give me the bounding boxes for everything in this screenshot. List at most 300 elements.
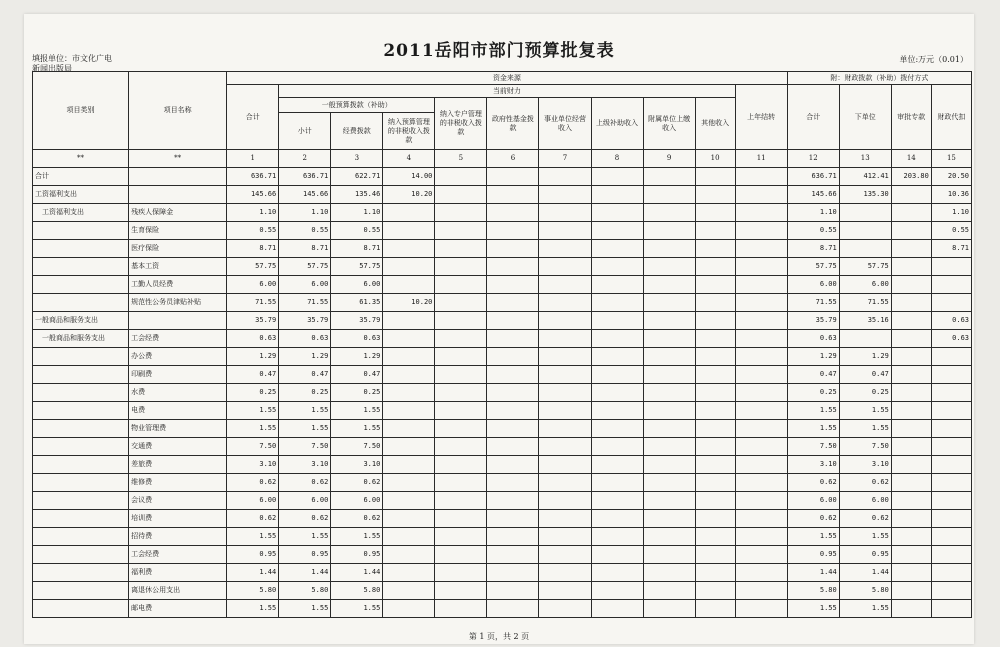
cell-c7 (539, 600, 591, 618)
cell-c1: 1.55 (227, 402, 279, 420)
cell-c12: 0.62 (787, 510, 839, 528)
cell-c14 (891, 186, 931, 204)
cell-c14 (891, 600, 931, 618)
cell-c11 (735, 222, 787, 240)
cell-c8 (591, 312, 643, 330)
cell-c14 (891, 366, 931, 384)
cell-c13: 0.95 (839, 546, 891, 564)
table-header (33, 72, 972, 150)
cell-c12: 1.10 (787, 204, 839, 222)
table-row (33, 546, 972, 564)
cell-c13: 1.55 (839, 402, 891, 420)
cell-c15 (931, 528, 971, 546)
cell-c3: 6.00 (331, 492, 383, 510)
header-a-fiscal: 财政代扣 (931, 85, 971, 150)
cell-c7 (539, 474, 591, 492)
cell-c10 (695, 204, 735, 222)
cell-c7 (539, 438, 591, 456)
cell-c2: 8.71 (279, 240, 331, 258)
cell-category: 工资福利支出 (33, 186, 129, 204)
cell-c7 (539, 330, 591, 348)
cell-c7 (539, 204, 591, 222)
cell-category (33, 384, 129, 402)
cell-c13: 135.30 (839, 186, 891, 204)
cell-c11 (735, 600, 787, 618)
cell-c10 (695, 582, 735, 600)
cell-c6 (487, 186, 539, 204)
cell-category (33, 276, 129, 294)
table-row (33, 510, 972, 528)
cell-c12: 1.44 (787, 564, 839, 582)
cell-c6 (487, 492, 539, 510)
cell-c7 (539, 240, 591, 258)
cell-c4 (383, 546, 435, 564)
cell-c13: 6.00 (839, 276, 891, 294)
cell-c15: 8.71 (931, 240, 971, 258)
cell-name: 电费 (129, 402, 227, 420)
cell-c5 (435, 492, 487, 510)
cell-c5 (435, 222, 487, 240)
cell-c13: 7.50 (839, 438, 891, 456)
cell-c11 (735, 276, 787, 294)
cell-c6 (487, 204, 539, 222)
cell-c3: 622.71 (331, 168, 383, 186)
cell-c5 (435, 294, 487, 312)
cell-c9 (643, 510, 695, 528)
cell-c1: 145.66 (227, 186, 279, 204)
cell-c10 (695, 186, 735, 204)
cell-c14 (891, 564, 931, 582)
cell-category (33, 222, 129, 240)
cell-category: 一般商品和服务支出 (33, 330, 129, 348)
cell-c9 (643, 330, 695, 348)
cell-c2: 0.63 (279, 330, 331, 348)
index-cell: 3 (331, 150, 383, 168)
table-row (33, 474, 972, 492)
cell-c12: 636.71 (787, 168, 839, 186)
cell-c3: 1.55 (331, 402, 383, 420)
cell-name: 培训费 (129, 510, 227, 528)
cell-c3: 0.95 (331, 546, 383, 564)
cell-category (33, 456, 129, 474)
cell-c11 (735, 564, 787, 582)
cell-c8 (591, 294, 643, 312)
cell-c6 (487, 348, 539, 366)
cell-c3: 0.62 (331, 510, 383, 528)
table-row (33, 528, 972, 546)
cell-c10 (695, 240, 735, 258)
cell-c2: 35.79 (279, 312, 331, 330)
cell-c13: 71.55 (839, 294, 891, 312)
cell-c9 (643, 168, 695, 186)
cell-c12: 3.10 (787, 456, 839, 474)
cell-c3: 0.62 (331, 474, 383, 492)
cell-c1: 0.55 (227, 222, 279, 240)
cell-c9 (643, 438, 695, 456)
cell-c1: 0.95 (227, 546, 279, 564)
cell-c1: 57.75 (227, 258, 279, 276)
table-row (33, 258, 972, 276)
cell-c8 (591, 474, 643, 492)
cell-c1: 636.71 (227, 168, 279, 186)
table-row (33, 348, 972, 366)
table-row (33, 600, 972, 618)
cell-name: 物业管理费 (129, 420, 227, 438)
cell-c11 (735, 294, 787, 312)
cell-c3: 1.29 (331, 348, 383, 366)
cell-c2: 0.62 (279, 510, 331, 528)
table-row (33, 276, 972, 294)
cell-c11 (735, 546, 787, 564)
cell-c12: 0.62 (787, 474, 839, 492)
cell-c11 (735, 438, 787, 456)
cell-c10 (695, 492, 735, 510)
cell-c1: 1.29 (227, 348, 279, 366)
cell-c2: 6.00 (279, 492, 331, 510)
cell-c3: 3.10 (331, 456, 383, 474)
cell-name: 残疾人保障金 (129, 204, 227, 222)
header-fund-source: 资金来源 (227, 72, 788, 85)
cell-c10 (695, 438, 735, 456)
table-row (33, 240, 972, 258)
header-subtotal: 小计 (279, 113, 331, 150)
cell-name: 邮电费 (129, 600, 227, 618)
index-row (33, 150, 972, 168)
cell-c6 (487, 366, 539, 384)
cell-c2: 1.29 (279, 348, 331, 366)
cell-c8 (591, 564, 643, 582)
cell-c9 (643, 546, 695, 564)
cell-c15: 10.36 (931, 186, 971, 204)
cell-c5 (435, 348, 487, 366)
header-appendix: 附：财政拨款（补助）拨付方式 (787, 72, 971, 85)
cell-c4 (383, 510, 435, 528)
cell-c13: 1.44 (839, 564, 891, 582)
cell-c4 (383, 258, 435, 276)
cell-c14 (891, 438, 931, 456)
cell-c15 (931, 384, 971, 402)
cell-name (129, 186, 227, 204)
cell-c6 (487, 312, 539, 330)
cell-c6 (487, 330, 539, 348)
cell-c11 (735, 420, 787, 438)
cell-category (33, 474, 129, 492)
header-general-budget: 一般预算拨款（补助） (279, 98, 435, 113)
cell-c5 (435, 582, 487, 600)
cell-c4 (383, 276, 435, 294)
cell-c11 (735, 384, 787, 402)
cell-c14 (891, 546, 931, 564)
cell-c13: 1.55 (839, 600, 891, 618)
table-row (33, 456, 972, 474)
cell-c15 (931, 402, 971, 420)
cell-c7 (539, 582, 591, 600)
cell-c10 (695, 528, 735, 546)
cell-c9 (643, 258, 695, 276)
cell-c8 (591, 384, 643, 402)
cell-category (33, 258, 129, 276)
cell-c15 (931, 348, 971, 366)
cell-c9 (643, 276, 695, 294)
header-special-nontax: 纳入专户管理的非税收入拨款 (435, 98, 487, 150)
cell-c11 (735, 582, 787, 600)
cell-c8 (591, 330, 643, 348)
cell-c10 (695, 294, 735, 312)
cell-c15 (931, 600, 971, 618)
cell-c2: 57.75 (279, 258, 331, 276)
cell-c4 (383, 420, 435, 438)
cell-c13: 0.25 (839, 384, 891, 402)
index-cell: 14 (891, 150, 931, 168)
budget-table (32, 71, 972, 618)
cell-category (33, 240, 129, 258)
header-unit-income: 事业单位经营收入 (539, 98, 591, 150)
cell-c4 (383, 474, 435, 492)
table-row (33, 492, 972, 510)
cell-c10 (695, 384, 735, 402)
cell-c3: 0.55 (331, 222, 383, 240)
cell-c11 (735, 492, 787, 510)
table-row (33, 420, 972, 438)
cell-c1: 0.63 (227, 330, 279, 348)
cell-c13: 412.41 (839, 168, 891, 186)
cell-c14 (891, 402, 931, 420)
cell-category (33, 294, 129, 312)
cell-c13 (839, 240, 891, 258)
cell-c13: 1.29 (839, 348, 891, 366)
header-other-income: 其他收入 (695, 98, 735, 150)
cell-c14 (891, 474, 931, 492)
cell-c7 (539, 258, 591, 276)
cell-c4: 14.00 (383, 168, 435, 186)
cell-c12: 57.75 (787, 258, 839, 276)
cell-c4 (383, 402, 435, 420)
cell-name: 会议费 (129, 492, 227, 510)
cell-c11 (735, 402, 787, 420)
cell-c10 (695, 456, 735, 474)
cell-c2: 0.62 (279, 474, 331, 492)
cell-c13: 6.00 (839, 492, 891, 510)
cell-c14 (891, 582, 931, 600)
cell-c1: 1.44 (227, 564, 279, 582)
cell-c6 (487, 294, 539, 312)
cell-c15: 0.63 (931, 330, 971, 348)
cell-c1: 7.50 (227, 438, 279, 456)
cell-c12: 6.00 (787, 492, 839, 510)
cell-c2: 1.55 (279, 420, 331, 438)
cell-c5 (435, 420, 487, 438)
cell-c12: 6.00 (787, 276, 839, 294)
index-cell: 9 (643, 150, 695, 168)
cell-c15 (931, 276, 971, 294)
cell-c11 (735, 330, 787, 348)
cell-c9 (643, 456, 695, 474)
cell-c12: 1.55 (787, 528, 839, 546)
cell-c10 (695, 564, 735, 582)
cell-c8 (591, 348, 643, 366)
cell-name: 工勤人员经费 (129, 276, 227, 294)
cell-c3: 8.71 (331, 240, 383, 258)
index-cell: 10 (695, 150, 735, 168)
cell-name: 规范性公务员津贴补贴 (129, 294, 227, 312)
header-operating: 经费拨款 (331, 113, 383, 150)
cell-c9 (643, 582, 695, 600)
cell-c7 (539, 348, 591, 366)
cell-category: 合计 (33, 168, 129, 186)
cell-c2: 1.10 (279, 204, 331, 222)
cell-c6 (487, 582, 539, 600)
cell-c9 (643, 186, 695, 204)
page-footer: 第 1 页，共 2 页 (468, 632, 530, 641)
cell-c6 (487, 528, 539, 546)
header-a-approve: 审批专款 (891, 85, 931, 150)
cell-c12: 71.55 (787, 294, 839, 312)
cell-c5 (435, 312, 487, 330)
cell-c14 (891, 456, 931, 474)
cell-c6 (487, 258, 539, 276)
cell-name: 印刷费 (129, 366, 227, 384)
cell-c4 (383, 384, 435, 402)
index-cell: ** (129, 150, 227, 168)
cell-c6 (487, 402, 539, 420)
cell-c8 (591, 510, 643, 528)
cell-category (33, 528, 129, 546)
cell-c5 (435, 204, 487, 222)
cell-c9 (643, 600, 695, 618)
cell-c9 (643, 528, 695, 546)
cell-c3: 135.46 (331, 186, 383, 204)
cell-c4 (383, 528, 435, 546)
cell-c6 (487, 600, 539, 618)
cell-c14 (891, 312, 931, 330)
header-a-lower: 下单位 (839, 85, 891, 150)
cell-c15 (931, 366, 971, 384)
cell-c6 (487, 168, 539, 186)
cell-category (33, 582, 129, 600)
cell-category (33, 564, 129, 582)
table-row (33, 168, 972, 186)
cell-c4: 10.20 (383, 294, 435, 312)
cell-c2: 6.00 (279, 276, 331, 294)
reporting-unit-line2: 新闻出版局 (32, 64, 72, 73)
cell-c7 (539, 546, 591, 564)
index-cell: 6 (487, 150, 539, 168)
cell-c10 (695, 546, 735, 564)
cell-c11 (735, 204, 787, 222)
table-row (33, 366, 972, 384)
cell-name: 医疗保险 (129, 240, 227, 258)
cell-c5 (435, 546, 487, 564)
cell-c10 (695, 222, 735, 240)
cell-c9 (643, 348, 695, 366)
cell-c7 (539, 294, 591, 312)
cell-c7 (539, 420, 591, 438)
cell-c6 (487, 474, 539, 492)
cell-c2: 1.55 (279, 528, 331, 546)
cell-c6 (487, 564, 539, 582)
cell-c14 (891, 240, 931, 258)
cell-c15: 0.55 (931, 222, 971, 240)
cell-c8 (591, 420, 643, 438)
cell-c6 (487, 456, 539, 474)
cell-c8 (591, 456, 643, 474)
cell-c12: 35.79 (787, 312, 839, 330)
cell-category (33, 366, 129, 384)
cell-c2: 0.95 (279, 546, 331, 564)
cell-c8 (591, 492, 643, 510)
cell-c4 (383, 222, 435, 240)
cell-c10 (695, 402, 735, 420)
cell-c9 (643, 312, 695, 330)
cell-c2: 0.47 (279, 366, 331, 384)
table-row (33, 204, 972, 222)
cell-c13: 3.10 (839, 456, 891, 474)
cell-c5 (435, 240, 487, 258)
header-upper-subsidy: 上级补助收入 (591, 98, 643, 150)
cell-c10 (695, 276, 735, 294)
table-row (33, 330, 972, 348)
cell-c5 (435, 564, 487, 582)
cell-c8 (591, 240, 643, 258)
cell-c1: 71.55 (227, 294, 279, 312)
cell-c10 (695, 348, 735, 366)
cell-c9 (643, 420, 695, 438)
document-sheet (24, 14, 974, 644)
cell-c10 (695, 474, 735, 492)
cell-c11 (735, 312, 787, 330)
cell-c8 (591, 258, 643, 276)
cell-c11 (735, 240, 787, 258)
document-title: 2011岳阳市部门预算批复表 (383, 41, 615, 61)
cell-c1: 6.00 (227, 492, 279, 510)
cell-c4 (383, 204, 435, 222)
cell-category: 工资福利支出 (33, 204, 129, 222)
cell-c13: 35.16 (839, 312, 891, 330)
cell-c11 (735, 258, 787, 276)
cell-c15: 20.50 (931, 168, 971, 186)
cell-c13: 5.80 (839, 582, 891, 600)
cell-c12: 1.55 (787, 402, 839, 420)
cell-c15 (931, 294, 971, 312)
cell-c5 (435, 510, 487, 528)
table-row (33, 294, 972, 312)
cell-c6 (487, 276, 539, 294)
cell-c7 (539, 366, 591, 384)
cell-name: 生育保险 (129, 222, 227, 240)
table-row (33, 582, 972, 600)
cell-c7 (539, 492, 591, 510)
cell-c11 (735, 366, 787, 384)
cell-c14: 203.80 (891, 168, 931, 186)
cell-c3: 61.35 (331, 294, 383, 312)
cell-c3: 1.44 (331, 564, 383, 582)
cell-c6 (487, 546, 539, 564)
cell-c7 (539, 186, 591, 204)
cell-c3: 1.10 (331, 204, 383, 222)
header-a-total: 合计 (787, 85, 839, 150)
cell-c8 (591, 438, 643, 456)
cell-c9 (643, 240, 695, 258)
header-total: 合计 (227, 85, 279, 150)
cell-c8 (591, 222, 643, 240)
cell-c9 (643, 402, 695, 420)
cell-c5 (435, 186, 487, 204)
cell-c5 (435, 366, 487, 384)
cell-c6 (487, 384, 539, 402)
header-category: 项目类别 (33, 72, 129, 150)
cell-c2: 1.55 (279, 402, 331, 420)
unit-label: 单位:万元（0.01） (899, 55, 968, 64)
